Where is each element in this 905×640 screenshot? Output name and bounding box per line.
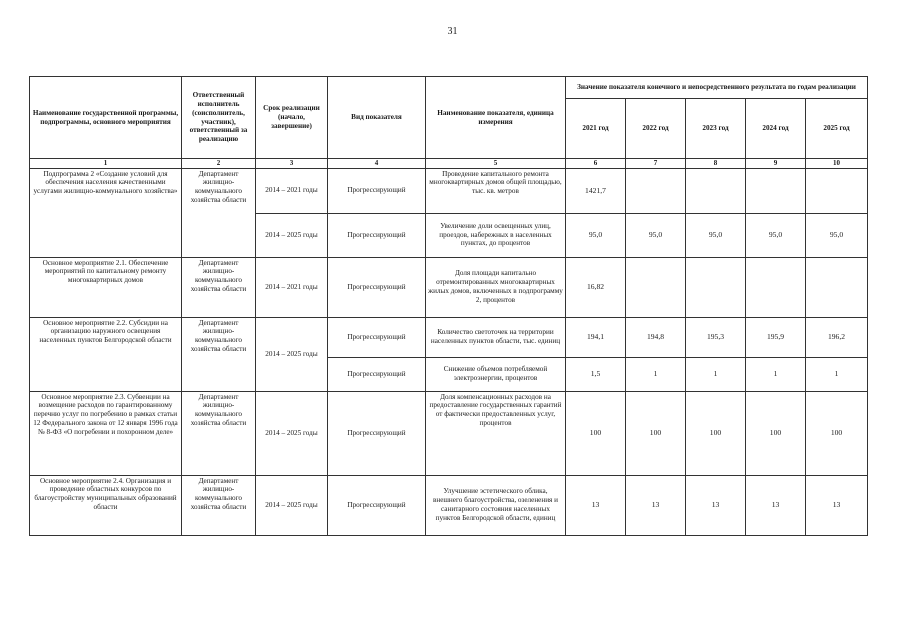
- value-2023: 195,3: [686, 317, 746, 357]
- indicator-name: Проведение капитального ремонта многоквартирных домов общей площадью, тыс. кв. метров: [426, 168, 566, 213]
- indicator-name: Доля площади капитально отремонтированных многоквартирных жилых домов, включенных в подпрограмму 2, процентов: [426, 257, 566, 317]
- column-number: 1: [30, 159, 182, 169]
- value-2024: [746, 257, 806, 317]
- header-values-group: Значение показателя конечного и непосредственного результата по годам реализации: [566, 77, 868, 99]
- period: 2014 – 2025 годы: [256, 391, 328, 475]
- table-row: [30, 168, 868, 213]
- indicators-table: [29, 76, 868, 536]
- value-2022: 13: [626, 475, 686, 535]
- value-2022: 100: [626, 391, 686, 475]
- column-number: 5: [426, 159, 566, 169]
- program-name: Основное мероприятие 2.3. Субвенции на возмещение расходов по гарантированному перечню услуг по погребению в рамках статьи 12 Федерального закона от 12 января 1996 года № 8-ФЗ «О погребении и похоронном деле»: [30, 391, 182, 475]
- column-number: 9: [746, 159, 806, 169]
- period: 2014 – 2025 годы: [256, 317, 328, 391]
- indicator-name: Доля компенсационных расходов на предоставление государственных гарантий от фактически предоставленных услуг, процентов: [426, 391, 566, 475]
- table-row: [30, 475, 868, 535]
- period: 2014 – 2021 годы: [256, 257, 328, 317]
- program-name: Основное мероприятие 2.2. Субсидии на организацию наружного освещения населенных пунктов Белгородской области: [30, 317, 182, 391]
- period: 2014 – 2025 годы: [256, 475, 328, 535]
- value-2024: [746, 168, 806, 213]
- indicator-type: Прогрессирующий: [328, 391, 426, 475]
- program-name: Основное мероприятие 2.4. Организация и проведение областных конкурсов по благоустройству муниципальных образований области: [30, 475, 182, 535]
- executor: Департамент жилищно-коммунального хозяйства области: [182, 475, 256, 535]
- indicator-name: Количество светоточек на территории населенных пунктов области, тыс. единиц: [426, 317, 566, 357]
- indicator-type: Прогрессирующий: [328, 357, 426, 391]
- value-2022: 95,0: [626, 213, 686, 257]
- program-name: Основное мероприятие 2.1. Обеспечение мероприятий по капитальному ремонту многоквартирных домов: [30, 257, 182, 317]
- value-2025: [806, 257, 868, 317]
- indicator-type: Прогрессирующий: [328, 213, 426, 257]
- page-number: 31: [447, 26, 458, 37]
- value-2023: 100: [686, 391, 746, 475]
- value-2022: [626, 168, 686, 213]
- value-2024: 1: [746, 357, 806, 391]
- header-program: Наименование государственной программы, подпрограммы, основного мероприятия: [30, 77, 182, 159]
- value-2025: 95,0: [806, 213, 868, 257]
- value-2025: 196,2: [806, 317, 868, 357]
- header-year: 2022 год: [626, 99, 686, 159]
- value-2025: 100: [806, 391, 868, 475]
- header-period: Срок реализации (начало, завершение): [256, 77, 328, 159]
- value-2024: 95,0: [746, 213, 806, 257]
- value-2022: 194,8: [626, 317, 686, 357]
- column-number: 4: [328, 159, 426, 169]
- header-year: 2025 год: [806, 99, 868, 159]
- value-2024: 195,9: [746, 317, 806, 357]
- executor: Департамент жилищно-коммунального хозяйства области: [182, 317, 256, 391]
- indicator-name: Снижение объемов потребляемой электроэнергии, процентов: [426, 357, 566, 391]
- value-2021: 100: [566, 391, 626, 475]
- header-year: 2024 год: [746, 99, 806, 159]
- value-2023: 13: [686, 475, 746, 535]
- executor: Департамент жилищно-коммунального хозяйства области: [182, 168, 256, 257]
- value-2021: 95,0: [566, 213, 626, 257]
- column-number: 10: [806, 159, 868, 169]
- column-number: 7: [626, 159, 686, 169]
- header-indicator-type: Вид показателя: [328, 77, 426, 159]
- indicator-type: Прогрессирующий: [328, 475, 426, 535]
- header-indicator-name: Наименование показателя, единица измерения: [426, 77, 566, 159]
- value-2023: [686, 168, 746, 213]
- value-2021: 194,1: [566, 317, 626, 357]
- table-row: [30, 391, 868, 475]
- header-year: 2021 год: [566, 99, 626, 159]
- header-executor: Ответственный исполнитель (соисполнитель, участник), ответственный за реализацию: [182, 77, 256, 159]
- executor: Департамент жилищно-коммунального хозяйства области: [182, 257, 256, 317]
- program-name: Подпрограмма 2 «Создание условий для обеспечения населения качественными услугами жилищно-коммунального хозяйства»: [30, 168, 182, 257]
- value-2023: 1: [686, 357, 746, 391]
- value-2021: 16,82: [566, 257, 626, 317]
- indicator-type: Прогрессирующий: [328, 317, 426, 357]
- value-2025: 13: [806, 475, 868, 535]
- column-number: 8: [686, 159, 746, 169]
- period: 2014 – 2021 годы: [256, 168, 328, 213]
- indicator-name: Увеличение доли освещенных улиц, проездов, набережных в населенных пунктах, до процентов: [426, 213, 566, 257]
- column-number: 6: [566, 159, 626, 169]
- value-2022: 1: [626, 357, 686, 391]
- value-2022: [626, 257, 686, 317]
- period: 2014 – 2025 годы: [256, 213, 328, 257]
- indicator-type: Прогрессирующий: [328, 168, 426, 213]
- value-2023: 95,0: [686, 213, 746, 257]
- value-2025: [806, 168, 868, 213]
- column-number: 3: [256, 159, 328, 169]
- value-2021: 1,5: [566, 357, 626, 391]
- indicator-name: Улучшение эстетического облика, внешнего благоустройства, озеленения и санитарного состояния населенных пунктов Белгородской области, единиц: [426, 475, 566, 535]
- value-2021: 13: [566, 475, 626, 535]
- indicator-type: Прогрессирующий: [328, 257, 426, 317]
- header-year: 2023 год: [686, 99, 746, 159]
- table-row: [30, 317, 868, 357]
- table-row: [30, 257, 868, 317]
- value-2024: 100: [746, 391, 806, 475]
- column-number: 2: [182, 159, 256, 169]
- executor: Департамент жилищно-коммунального хозяйства области: [182, 391, 256, 475]
- value-2025: 1: [806, 357, 868, 391]
- value-2024: 13: [746, 475, 806, 535]
- value-2023: [686, 257, 746, 317]
- value-2021: 1421,7: [566, 168, 626, 213]
